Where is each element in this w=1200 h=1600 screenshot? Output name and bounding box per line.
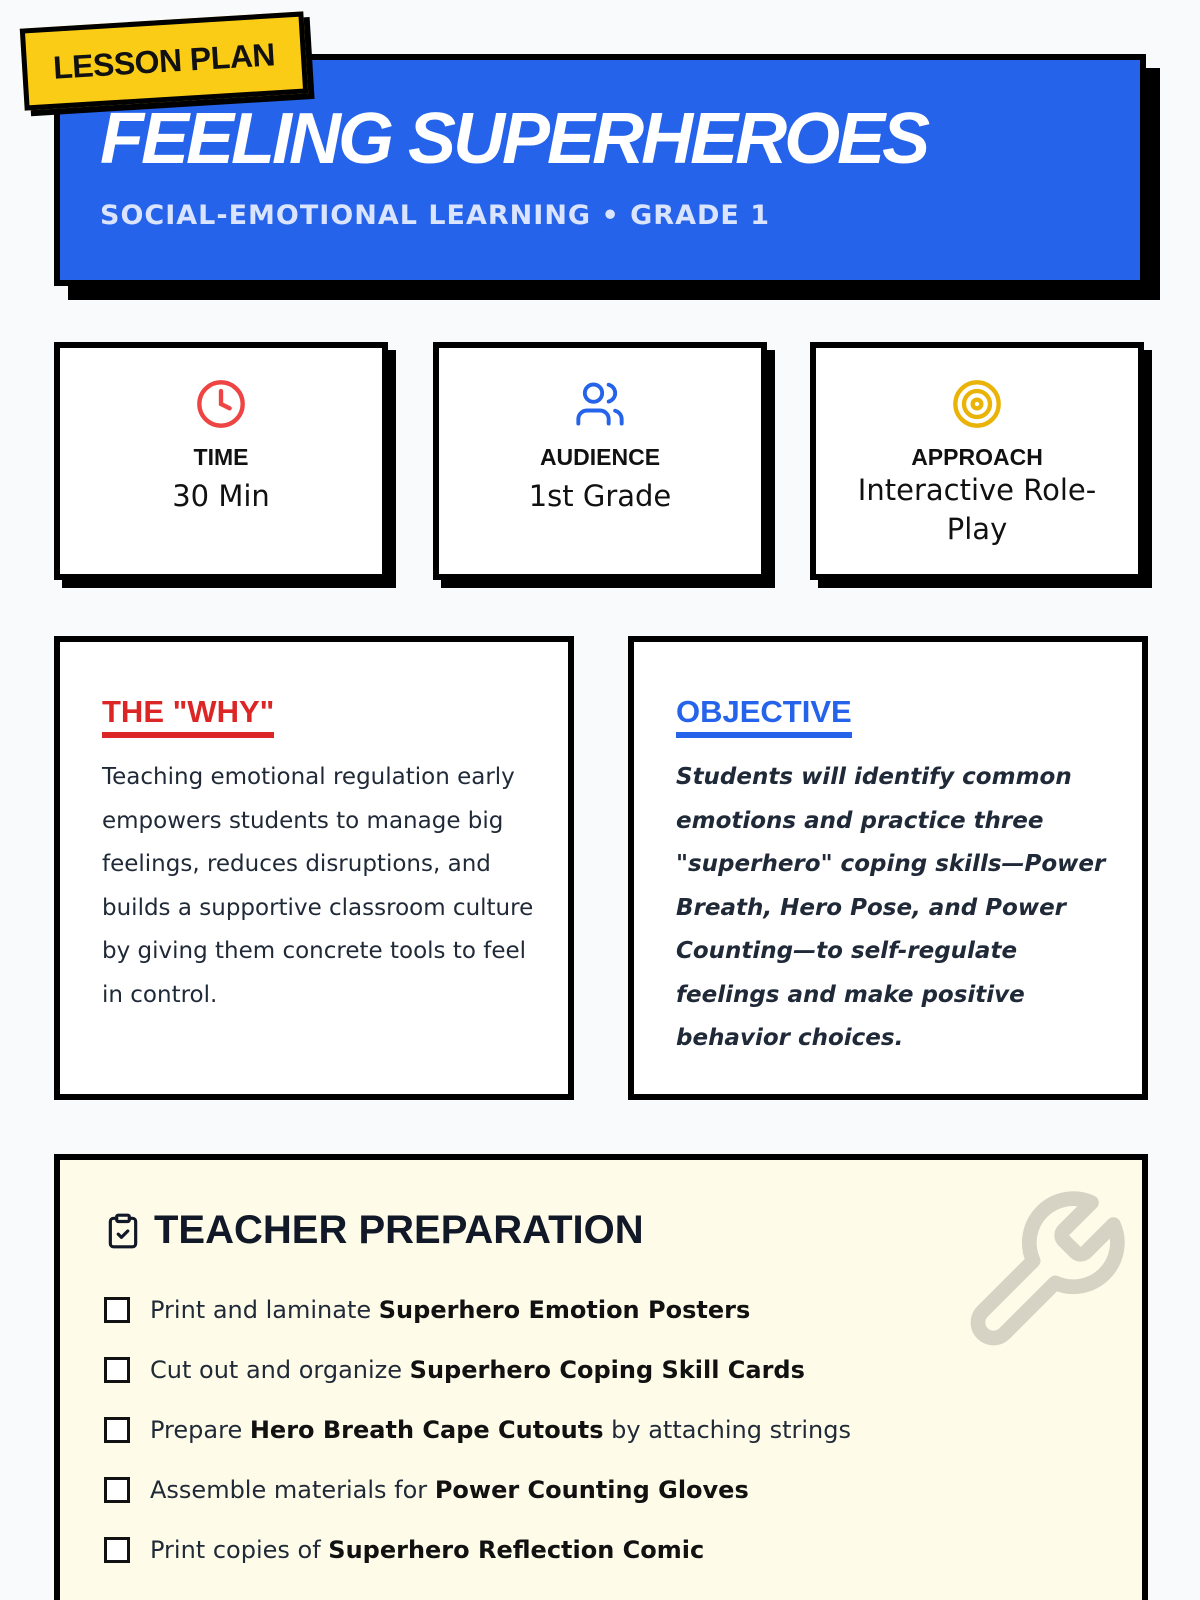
- badge-label: LESSON PLAN: [52, 35, 276, 86]
- objective-card: [628, 636, 1148, 1100]
- stat-value: 1st Grade: [528, 479, 672, 513]
- why-body: Teaching emotional regulation early empowers students to manage big feelings, reduces disruptions, and builds a supportive classroom culture by giving them concrete tools to feel in control.: [102, 764, 534, 1008]
- checklist-item: [104, 1340, 851, 1400]
- checklist-item-text: Print copies of Superhero Reflection Comic: [150, 1536, 705, 1564]
- prep-checklist: [104, 1280, 851, 1580]
- clipboard-check-icon: [104, 1212, 142, 1250]
- teacher-prep-heading: TEACHER PREPARATION: [154, 1208, 644, 1252]
- stat-value: 30 Min: [172, 479, 270, 513]
- wrench-icon: [956, 1184, 1132, 1360]
- target-icon: [951, 378, 1003, 430]
- stat-value: Interactive Role-Play: [857, 473, 1097, 546]
- checklist-item: [104, 1520, 851, 1580]
- checkbox[interactable]: [104, 1537, 130, 1563]
- checkbox[interactable]: [104, 1297, 130, 1323]
- clock-icon: [195, 378, 247, 430]
- checklist-item: [104, 1460, 851, 1520]
- why-heading-text: THE "WHY": [102, 694, 275, 729]
- objective-body: Students will identify common emotions and practice three "superhero" coping skills—Power Breath, Hero Pose, and Power Counting—to self-regulate feelings and make positive behavior choices.: [676, 764, 1106, 1051]
- checklist-item-text: Cut out and organize Superhero Coping Skill Cards: [150, 1356, 805, 1384]
- stat-card-audience: [433, 342, 767, 580]
- checklist-item-text: Assemble materials for Power Counting Gloves: [150, 1476, 749, 1504]
- page-subtitle: SOCIAL-EMOTIONAL LEARNING • GRADE 1: [100, 200, 771, 231]
- stat-card-approach: [810, 342, 1144, 580]
- checkbox[interactable]: [104, 1477, 130, 1503]
- page-title: FEELING SUPERHEROES: [100, 99, 928, 179]
- stat-label: APPROACH: [911, 444, 1043, 470]
- teacher-prep-card: [54, 1154, 1148, 1600]
- why-card: [54, 636, 574, 1100]
- why-heading-underline: [102, 732, 274, 738]
- objective-heading-underline: [676, 732, 852, 738]
- stat-label: AUDIENCE: [539, 444, 661, 470]
- checklist-item-text: Print and laminate Superhero Emotion Posters: [150, 1296, 751, 1324]
- checklist-item: [104, 1400, 851, 1460]
- checkbox[interactable]: [104, 1357, 130, 1383]
- why-heading: [102, 694, 274, 738]
- checklist-item: [104, 1280, 851, 1340]
- lesson-plan-badge: [20, 11, 308, 110]
- stat-label: TIME: [193, 444, 249, 470]
- checkbox[interactable]: [104, 1417, 130, 1443]
- objective-heading-text: OBJECTIVE: [676, 694, 852, 729]
- checklist-item-text: Prepare Hero Breath Cape Cutouts by attaching strings: [150, 1416, 852, 1444]
- stat-card-time: [54, 342, 388, 580]
- users-icon: [574, 378, 626, 430]
- objective-heading: [676, 694, 852, 738]
